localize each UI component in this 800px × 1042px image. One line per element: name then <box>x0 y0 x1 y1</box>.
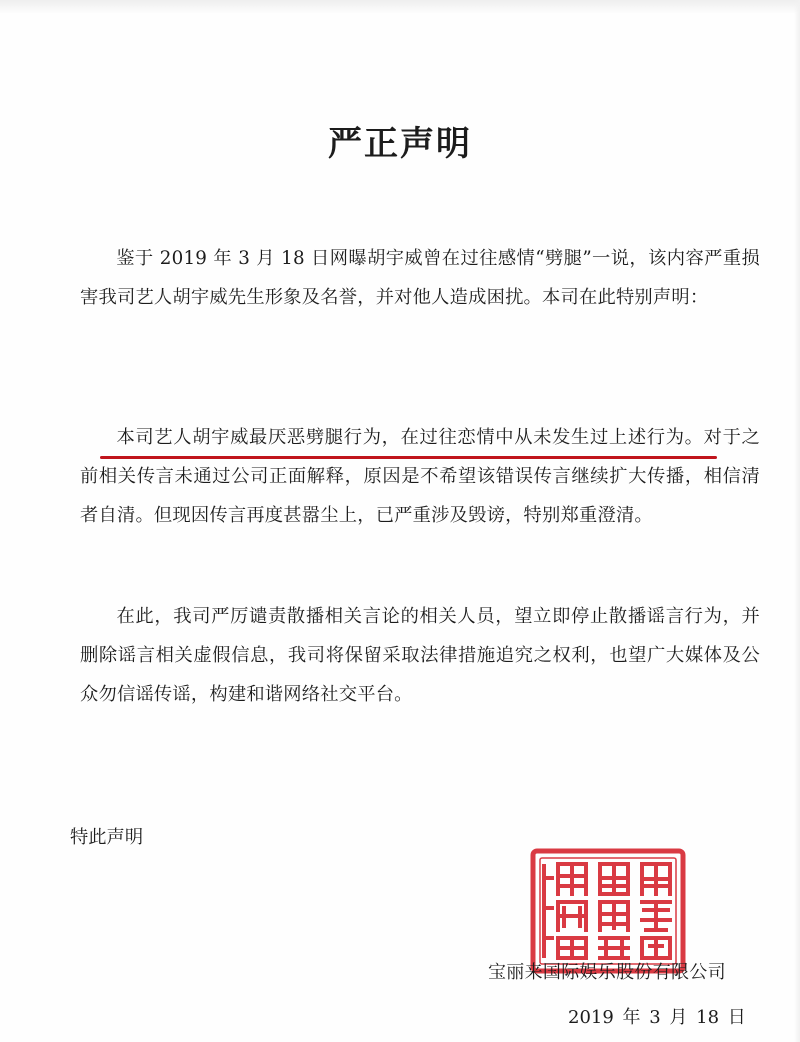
paragraph-intro <box>80 239 760 317</box>
red-highlight-underline <box>100 456 717 459</box>
page-edge-shadow <box>0 0 800 14</box>
statement-title: 严正声明 <box>328 124 472 164</box>
paragraph-intro-text: 鉴于 2019 年 3 月 18 日网曝胡宇威曾在过往感情“劈腿”一说，该内容严重损害我司艺人胡宇威先生形象及名誉，并对他人造成困扰。本司在此特别声明： <box>80 248 760 308</box>
closing-remark: 特此声明 <box>70 827 144 848</box>
paragraph-condemnation-text: 在此，我司严厉谴责散播相关言论的相关人员，望立即停止散播谣言行为，并删除谣言相关虚假信息，我司将保留采取法律措施追究之权利，也望广大媒体及公众勿信谣传谣，构建和谐网络社交平台。 <box>80 606 760 705</box>
paragraph-clarification <box>80 418 760 535</box>
company-seal-stamp <box>530 848 686 974</box>
paragraph-clarification-text: 本司艺人胡宇威最厌恶劈腿行为，在过往恋情中从未发生过上述行为。对于之前相关传言未通过公司正面解释，原因是不希望该错误传言继续扩大传播，相信清者自清。但现因传言再度甚嚣尘上，已严重涉及毁谤，特别郑重澄清。 <box>80 427 760 526</box>
company-signature: 宝丽来国际娱乐股份有限公司 <box>488 962 726 983</box>
statement-date: 2019 年 3 月 18 日 <box>568 1007 746 1028</box>
paragraph-condemnation <box>80 597 760 714</box>
